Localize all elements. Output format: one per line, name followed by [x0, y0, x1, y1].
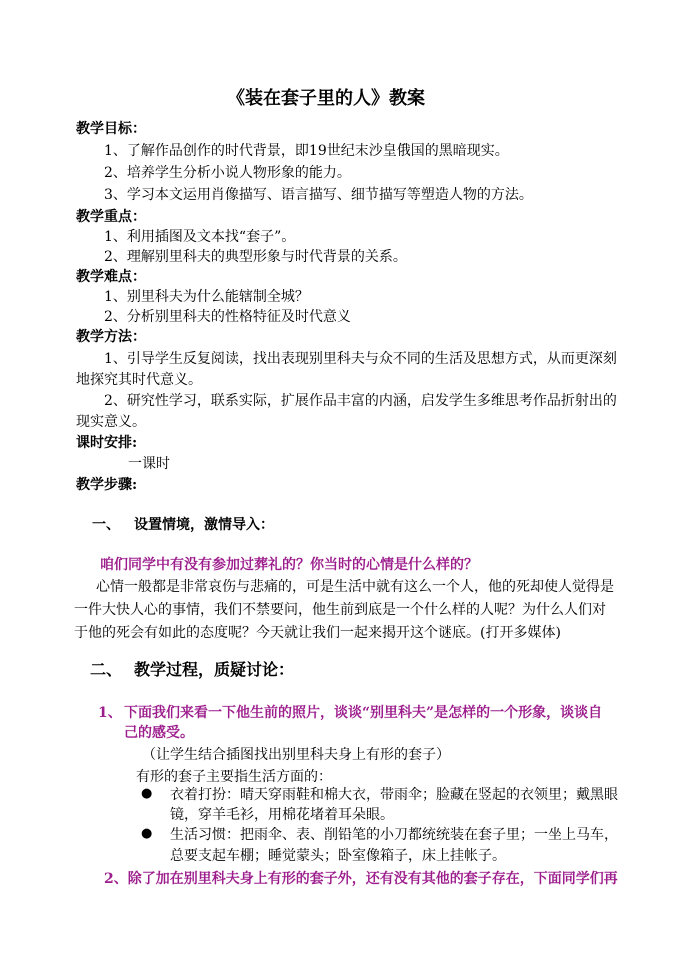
method-item: 1、引导学生反复阅读，找出表现别里科夫与众不同的生活及思想方式，从而更深刻 — [104, 351, 617, 367]
section-one-paragraph: 于他的死会有如此的态度呢？今天就让我们一起来揭开这个谜底。(打开多媒体) — [74, 625, 561, 641]
schedule-value: 一课时 — [128, 456, 170, 472]
goal-item: 1、了解作品创作的时代背景，即19世纪末沙皇俄国的黑暗现实。 — [104, 143, 509, 159]
question-one-text: 下面我们来看一下他生前的照片，谈谈“别里科夫”是怎样的一个形象，谈谈自 — [124, 705, 603, 721]
teacher-note: （让学生结合插图找出别里科夫身上有形的套子） — [142, 747, 450, 763]
schedule-heading: 课时安排: — [76, 435, 138, 451]
goal-item: 2、培养学生分析小说人物形象的能力。 — [104, 165, 351, 181]
difficulties-heading: 教学难点： — [76, 269, 146, 285]
question-one-number: 1、 — [98, 705, 122, 721]
section-two-heading: 教学过程，质疑讨论： — [134, 660, 295, 679]
question-two-text: 2、除了加在别里科夫身上有形的套子外，还有没有其他的套子存在，下面同学们再 — [104, 871, 618, 887]
bullet-item-clothing-continued: 镜，穿羊毛衫，用棉花堵着耳朵眼。 — [170, 807, 394, 823]
section-two-number: 二、 — [90, 660, 123, 679]
key-points-heading: 教学重点： — [76, 209, 146, 225]
visible-sheath-intro: 有形的套子主要指生活方面的： — [136, 769, 332, 785]
key-point-item: 2、理解别里科夫的典型形象与时代背景的关系。 — [104, 249, 407, 265]
bullet-item-clothing: 衣着打扮：晴天穿雨鞋和棉大衣，带雨伞；脸藏在竖起的衣领里；戴黑眼 — [170, 787, 618, 803]
section-one-paragraph: 一件大快人心的事情，我们不禁要问，他生前到底是一个什么样的人呢？为什么人们对 — [74, 602, 606, 618]
steps-heading: 教学步骤: — [76, 477, 138, 493]
bullet-item-habits: 生活习惯：把雨伞、表、削铅笔的小刀都统统装在套子里；一坐上马车， — [170, 827, 618, 843]
method-item-continued: 现实意义。 — [76, 414, 146, 430]
key-point-item: 1、利用插图及文本找“套子”。 — [104, 229, 296, 245]
goals-heading: 教学目标： — [76, 121, 146, 137]
section-one-heading: 设置情境，激情导入： — [134, 517, 274, 533]
section-one-paragraph: 心情一般都是非常哀伤与悲痛的，可是生活中就有这么一个人，他的死却使人觉得是 — [96, 579, 614, 595]
method-item: 2、研究性学习，联系实际，扩展作品丰富的内涵，启发学生多维思考作品折射出的 — [104, 393, 617, 409]
bullet-item-habits-continued: 总要支起车棚；睡觉蒙头；卧室像箱子，床上挂帐子。 — [170, 848, 506, 864]
question-one-text-continued: 己的感受。 — [124, 725, 194, 741]
method-item-continued: 地探究其时代意义。 — [76, 372, 202, 388]
difficulty-item: 2、分析别里科夫的性格特征及时代意义 — [104, 309, 351, 325]
section-one-number: 一、 — [92, 517, 120, 533]
bullet-dot: ● — [141, 786, 153, 801]
document-title: 《装在套子里的人》教案 — [227, 88, 425, 109]
section-one-question: 咱们同学中有没有参加过葬礼的？你当时的心情是什么样的？ — [100, 557, 478, 573]
difficulty-item: 1、别里科夫为什么能辖制全城？ — [104, 289, 309, 305]
goal-item: 3、学习本文运用肖像描写、语言描写、细节描写等塑造人物的方法。 — [104, 187, 533, 203]
bullet-dot: ● — [141, 826, 153, 841]
methods-heading: 教学方法： — [76, 329, 146, 345]
